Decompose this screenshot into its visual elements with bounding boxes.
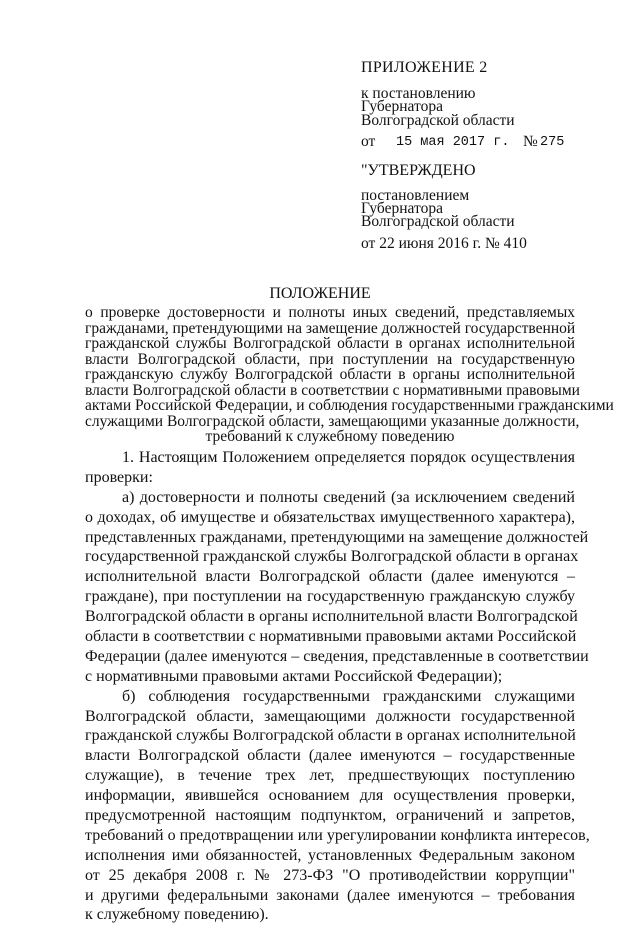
- subject-line: власти Волгоградской области в соответствии с нормативными правовыми: [85, 381, 580, 399]
- body-line: к служебному поведению).: [85, 906, 269, 924]
- body-line: граждане), при поступлении на государственную гражданскую службу: [85, 588, 575, 606]
- body-line: власти Волгоградской области (далее именуются – государственные: [85, 747, 575, 765]
- body-line: предусмотренной настоящим подпунктом, ограничений и запретов,: [85, 807, 575, 825]
- appendix-title: ПРИЛОЖЕНИЕ 2: [361, 59, 488, 76]
- body-line: Волгоградской области, замещающими должности государственной: [85, 707, 575, 725]
- subject-line: гражданскую службу Волгоградской области в органы исполнительной: [85, 366, 575, 383]
- appendix-date-prefix: от: [361, 133, 376, 150]
- body-line: 1. Настоящим Положением определяется порядок осуществления: [122, 449, 575, 466]
- document-body: [85, 448, 590, 925]
- appendix-to-line: Волгоградской области: [361, 112, 515, 129]
- body-line: области в соответствии с нормативными правовыми актами Российской: [85, 628, 577, 646]
- body-line: исполнения ими обязанностей, установленных Федеральным законом: [85, 846, 575, 864]
- body-line: исполнительной власти Волгоградской области (далее именуются –: [85, 568, 575, 586]
- body-line: и другими федеральными законами (далее именуются – требования: [85, 886, 575, 904]
- approved-line: постановлением: [361, 187, 470, 204]
- body-line: Волгоградской области в органы исполнительной власти Волгоградской: [85, 608, 578, 626]
- body-line: представленных гражданами, претендующими на замещение должностей: [85, 528, 589, 546]
- body-line: Федерации (далее именуются – сведения, представленные в соответствии: [85, 647, 589, 665]
- document-title: ПОЛОЖЕНИЕ: [269, 285, 371, 302]
- approved-line: Волгоградской области: [361, 213, 515, 230]
- body-line: информации, явившейся основанием для осуществления проверки,: [85, 787, 575, 805]
- subject-line: гражданами, претендующими на замещение должностей государственной: [85, 319, 576, 337]
- subject-line: требований к служебному поведению: [205, 428, 455, 445]
- body-line: государственной гражданской службы Волгоградской области в органах: [85, 548, 579, 566]
- subject-line: власти Волгоградской области, при поступлении на государственную: [85, 350, 575, 368]
- appendix-to-line: к постановлению: [361, 85, 476, 102]
- appendix-date: 15 мая 2017 г.: [396, 135, 510, 150]
- document-subject: [85, 304, 614, 445]
- subject-line: гражданской службы Волгоградской области в органах исполнительной: [85, 335, 575, 352]
- approved-date: от 22 июня 2016 г. № 410: [361, 235, 527, 252]
- body-line: а) достоверности и полноты сведений (за исключением сведений: [122, 488, 575, 506]
- subject-line: о проверке достоверности и полноты иных сведений, представляемых: [85, 304, 575, 321]
- approved-line: Губернатора: [361, 200, 443, 217]
- body-line: проверки:: [85, 468, 153, 486]
- body-line: служащие), в течение трех лет, предшествующих поступлению: [85, 767, 575, 785]
- appendix-to-line: Губернатора: [361, 98, 443, 115]
- body-line: с нормативными правовыми актами Российской Федерации);: [85, 667, 503, 685]
- body-line: о доходах, об имуществе и обязательствах имущественного характера),: [85, 508, 575, 526]
- appendix-number: 275: [540, 135, 565, 150]
- subject-line: актами Российской Федерации, и соблюдения государственными гражданскими: [85, 397, 614, 414]
- subject-line: служащими Волгоградской области, замещающими указанные должности,: [85, 412, 580, 430]
- body-line: б) соблюдения государственными гражданскими служащими: [122, 687, 575, 705]
- body-line: требований о предотвращении или урегулировании конфликта интересов,: [85, 826, 590, 844]
- appendix-number-prefix: №: [523, 133, 538, 150]
- body-line: от 25 декабря 2008 г. № 273-ФЗ "О противодействии коррупции": [85, 866, 575, 884]
- approved-title: "УТВЕРЖДЕНО: [361, 162, 476, 179]
- body-line: гражданской службы Волгоградской области в органах исполнительной: [85, 727, 576, 745]
